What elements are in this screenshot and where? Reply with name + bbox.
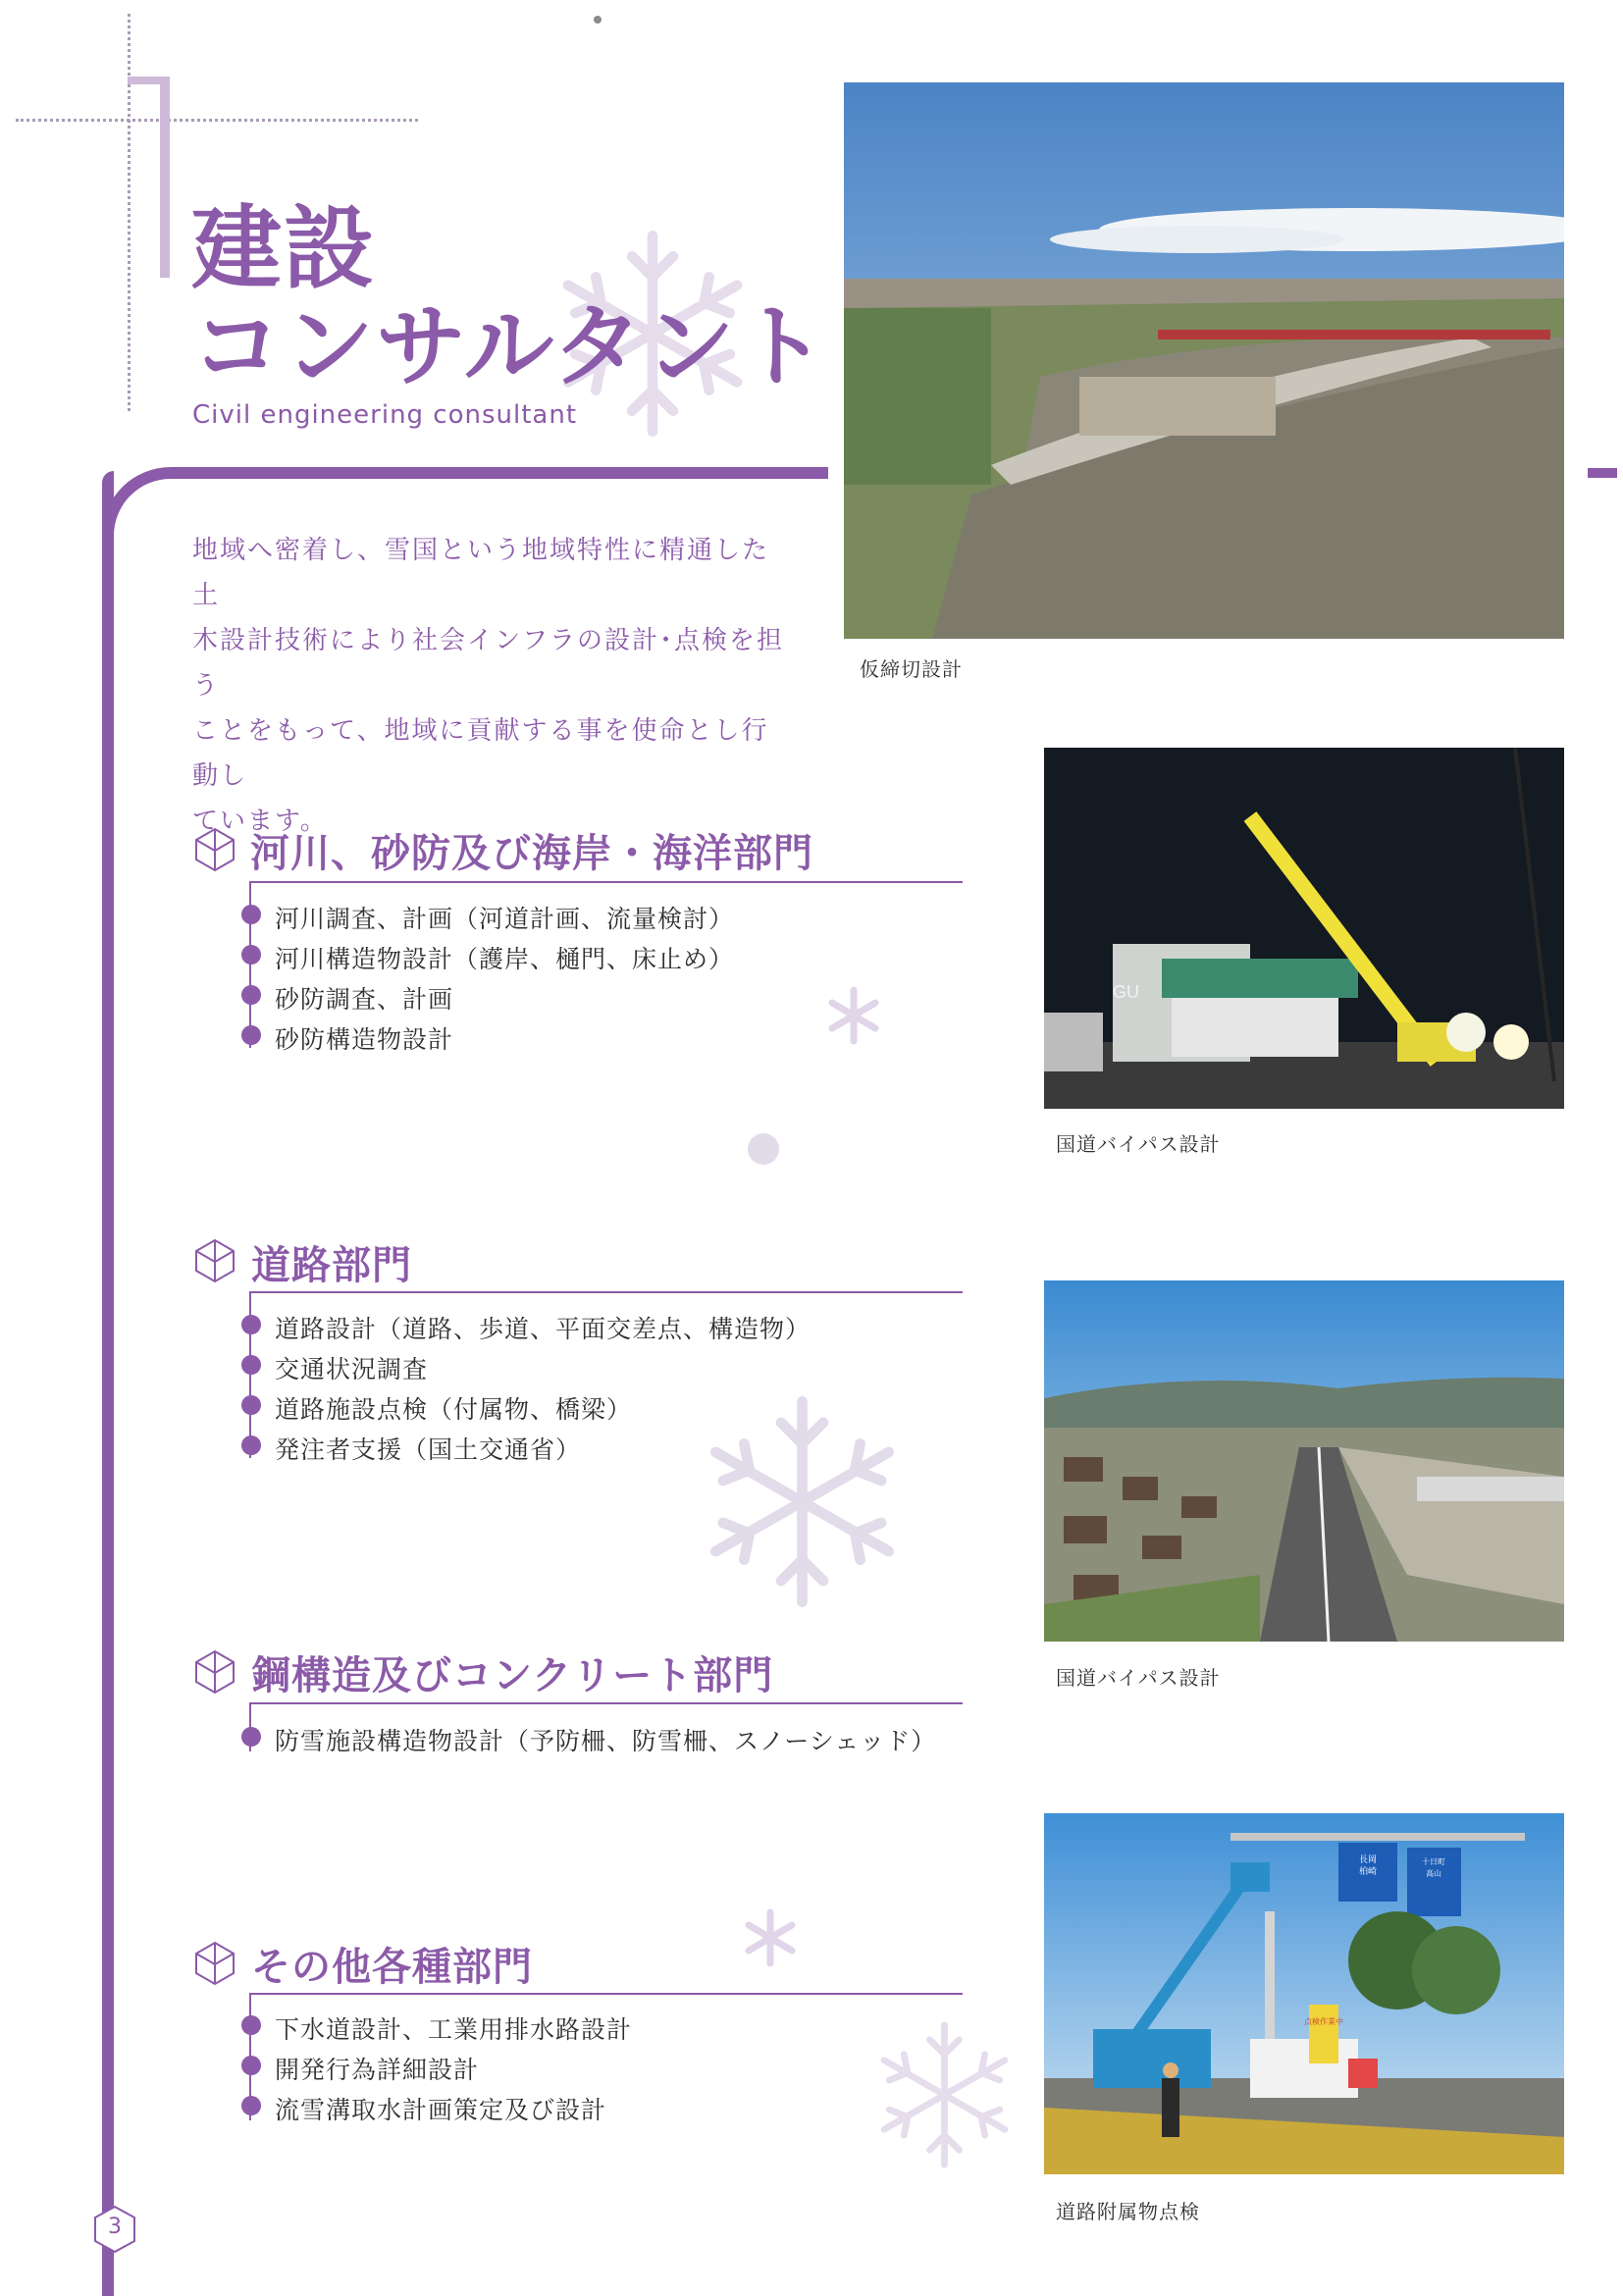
photo-road-sign-inspection <box>1044 1813 1564 2174</box>
list-item: 河川調査、計画（河道計画、流量検討） <box>275 905 735 933</box>
frame-right-tab <box>1588 468 1617 478</box>
bullet <box>241 1025 261 1045</box>
hexagon-cube-icon <box>192 1649 237 1695</box>
bullet <box>241 2096 261 2115</box>
hexagon-cube-icon <box>192 1941 237 1986</box>
section-title-river: 河川、砂防及び海岸・海洋部門 <box>250 831 813 876</box>
decor-circle <box>748 1133 779 1165</box>
bullet <box>241 985 261 1005</box>
photo-caption: 仮締切設計 <box>860 657 963 681</box>
decor-dotted-vertical <box>128 14 131 411</box>
list-item: 交通状況調査 <box>275 1355 429 1383</box>
list-item: 砂防調査、計画 <box>275 985 454 1014</box>
section-title-other: その他各種部門 <box>251 1945 533 1990</box>
decor-bracket-vertical <box>160 77 170 278</box>
decor-dot <box>594 16 602 24</box>
section-title-steel: 鋼構造及びコンクリート部門 <box>251 1653 774 1698</box>
photo-caption: 国道バイパス設計 <box>1056 1132 1221 1156</box>
section-rule <box>249 1702 963 1704</box>
list-item: 防雪施設構造物設計（予防柵、防雪柵、スノーシェッド） <box>275 1727 937 1755</box>
photo-sign-text: 柏崎 <box>1358 1867 1378 1877</box>
page-title-line1: 建設 <box>191 196 377 301</box>
intro-paragraph <box>192 528 791 844</box>
bullet <box>241 2015 261 2035</box>
page-number: 3 <box>108 2215 122 2239</box>
photo-sign-text: 高山 <box>1426 1869 1441 1878</box>
list-item: 下水道設計、工業用排水路設計 <box>275 2015 633 2044</box>
bullet <box>241 1435 261 1455</box>
bullet <box>241 905 261 924</box>
frame-left-bar <box>102 471 114 2296</box>
hexagon-cube-icon <box>192 827 237 872</box>
photo-caption: 国道バイパス設計 <box>1056 1666 1221 1690</box>
list-item: 道路設計（道路、歩道、平面交差点、構造物） <box>275 1315 812 1343</box>
hexagon-cube-icon <box>192 1238 237 1283</box>
page-title-line2: コンサルタント <box>191 294 829 399</box>
snowflake-icon <box>864 2021 1025 2168</box>
asterisk-icon <box>824 986 883 1045</box>
list-item: 河川構造物設計（護岸、樋門、床止め） <box>275 945 735 973</box>
photo-night-bridge-erection <box>1044 748 1564 1109</box>
list-item: 砂防構造物設計 <box>275 1025 454 1054</box>
bullet <box>241 1315 261 1334</box>
list-item: 道路施設点検（付属物、橋梁） <box>275 1395 633 1424</box>
bullet <box>241 1395 261 1415</box>
decor-dotted-horizontal <box>16 119 418 122</box>
intro-line: ことをもって、地域に貢献する事を使命とし行動し <box>192 716 769 791</box>
photo-sign-text: 点検作業中 <box>1304 2017 1343 2026</box>
section-rule <box>249 881 963 883</box>
photo-sign-text: 十日町 <box>1422 1857 1445 1866</box>
list-item: 発注者支援（国土交通省） <box>275 1435 582 1464</box>
page-subtitle: Civil engineering consultant <box>192 400 578 430</box>
asterisk-icon <box>741 1908 800 1967</box>
list-item: 流雪溝取水計画策定及び設計 <box>275 2096 607 2124</box>
list-item: 開発行為詳細設計 <box>275 2056 480 2084</box>
bullet <box>241 1355 261 1375</box>
photo-sign-text: GU <box>1113 982 1139 1002</box>
bullet <box>241 1727 261 1747</box>
intro-line: 地域へ密着し、雪国という地域特性に精通した土 <box>192 536 770 610</box>
bullet <box>241 2056 261 2075</box>
photo-bypass-road <box>1044 1280 1564 1642</box>
photo-caption: 道路附属物点検 <box>1056 2200 1200 2223</box>
bullet <box>241 945 261 965</box>
photo-river-cofferdam <box>844 82 1564 639</box>
snowflake-icon <box>697 1391 908 1612</box>
intro-line: 木設計技術により社会インフラの設計･点検を担う <box>192 626 785 701</box>
section-rule <box>249 1291 963 1293</box>
photo-sign-text: 長岡 <box>1358 1855 1378 1865</box>
section-title-road: 道路部門 <box>251 1243 412 1288</box>
section-rule <box>249 1993 963 1995</box>
intro-line: ています。 <box>192 807 328 836</box>
